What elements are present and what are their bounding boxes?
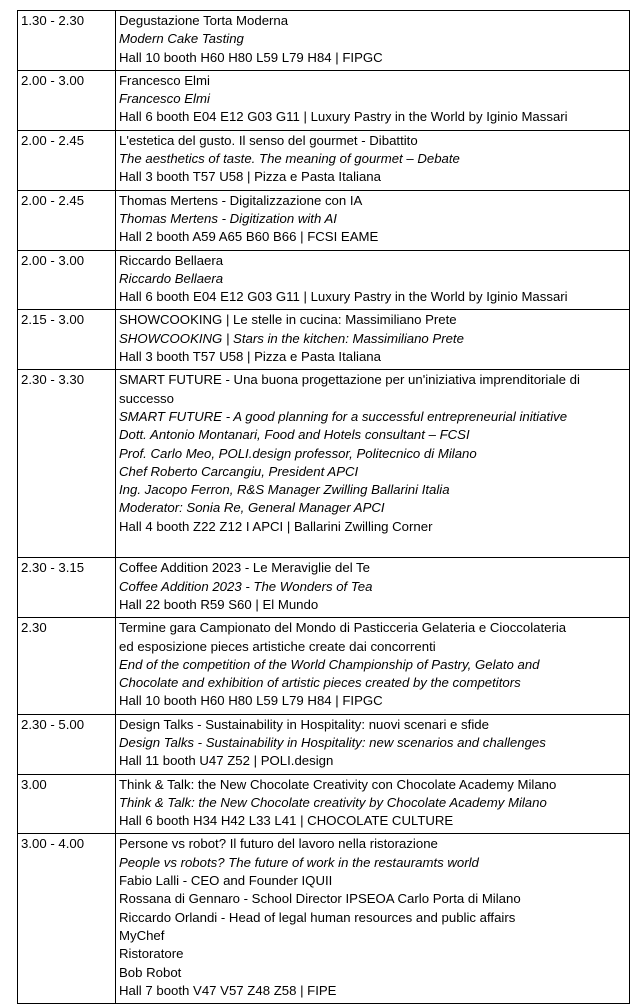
time-slot: 2.00 - 2.45 [18, 130, 116, 190]
schedule-row [18, 370, 630, 558]
schedule-body [18, 11, 630, 1004]
time-slot: 2.30 [18, 618, 116, 714]
event-details [116, 834, 630, 1004]
time-slot: 1.30 - 2.30 [18, 11, 116, 71]
event-line-english: Dott. Antonio Montanari, Food and Hotels consultant – FCSI [119, 427, 470, 443]
event-line-english: The aesthetics of taste. The meaning of gourmet – Debate [119, 151, 460, 167]
event-details [116, 11, 630, 71]
event-line: Thomas Mertens - Digitalizzazione con IA [119, 192, 363, 208]
event-line: Hall 3 booth T57 U58 | Pizza e Pasta Italiana [119, 169, 381, 185]
event-line: Design Talks - Sustainability in Hospitality: nuovi scenari e sfide [119, 716, 489, 732]
event-details [116, 130, 630, 190]
time-slot: 2.30 - 5.00 [18, 714, 116, 774]
schedule-row [18, 190, 630, 250]
event-line-english: Ing. Jacopo Ferron, R&S Manager Zwilling Ballarini Italia [119, 482, 450, 498]
event-line: Hall 6 booth E04 E12 G03 G11 | Luxury Pastry in the World by Iginio Massari [119, 109, 568, 125]
event-details [116, 774, 630, 834]
event-line: Hall 2 booth A59 A65 B60 B66 | FCSI EAME [119, 229, 379, 245]
event-line-english: Thomas Mertens - Digitization with AI [119, 210, 337, 226]
event-line: SHOWCOOKING | Le stelle in cucina: Massimiliano Prete [119, 312, 457, 328]
event-details [116, 250, 630, 310]
event-line-english: Design Talks - Sustainability in Hospitality: new scenarios and challenges [119, 734, 546, 750]
event-details [116, 70, 630, 130]
event-line: Francesco Elmi [119, 72, 210, 88]
time-slot: 2.00 - 3.00 [18, 250, 116, 310]
schedule-row [18, 834, 630, 1004]
event-line-english: Moderator: Sonia Re, General Manager APCI [119, 500, 385, 516]
schedule-row [18, 250, 630, 310]
event-line: Hall 10 booth H60 H80 L59 L79 H84 | FIPGC [119, 49, 383, 65]
event-details [116, 618, 630, 714]
event-line-english: People vs robots? The future of work in the restauramts world [119, 854, 479, 870]
time-slot: 3.00 [18, 774, 116, 834]
event-line-english: Francesco Elmi [119, 91, 210, 107]
event-line [119, 536, 626, 554]
event-line: Hall 6 booth E04 E12 G03 G11 | Luxury Pastry in the World by Iginio Massari [119, 289, 568, 305]
event-line-english: Chef Roberto Carcangiu, President APCI [119, 463, 359, 479]
event-details [116, 190, 630, 250]
event-line: Hall 7 booth V47 V57 Z48 Z58 | FIPE [119, 982, 337, 998]
event-line: MyChef [119, 927, 165, 943]
schedule-row [18, 310, 630, 370]
event-line: Degustazione Torta Moderna [119, 13, 289, 28]
event-line: Hall 3 booth T57 U58 | Pizza e Pasta Italiana [119, 349, 381, 365]
event-line: Persone vs robot? Il futuro del lavoro nella ristorazione [119, 836, 438, 852]
event-line-english: SHOWCOOKING | Stars in the kitchen: Massimiliano Prete [119, 330, 464, 346]
event-line: Think & Talk: the New Chocolate Creativity con Chocolate Academy Milano [119, 776, 557, 792]
event-line: successo [119, 390, 174, 406]
event-line-english: Riccardo Bellaera [119, 270, 224, 286]
time-slot: 2.15 - 3.00 [18, 310, 116, 370]
event-details [116, 370, 630, 558]
event-details [116, 714, 630, 774]
schedule-row [18, 70, 630, 130]
schedule-table [17, 10, 630, 1004]
event-line: Hall 10 booth H60 H80 L59 L79 H84 | FIPGC [119, 693, 383, 709]
event-line-english: Think & Talk: the New Chocolate creativity by Chocolate Academy Milano [119, 794, 547, 810]
event-line: Coffee Addition 2023 - Le Meraviglie del Te [119, 560, 370, 576]
schedule-row [18, 714, 630, 774]
event-line-english: End of the competition of the World Championship of Pastry, Gelato and [119, 656, 540, 672]
schedule-row [18, 11, 630, 71]
event-line-english: Modern Cake Tasting [119, 31, 244, 47]
event-line: Hall 22 booth R59 S60 | El Mundo [119, 596, 319, 612]
event-line: L'estetica del gusto. Il senso del gourmet - Dibattito [119, 132, 418, 148]
event-details [116, 310, 630, 370]
schedule-row [18, 774, 630, 834]
time-slot: 3.00 - 4.00 [18, 834, 116, 1004]
event-details [116, 558, 630, 618]
event-line: Termine gara Campionato del Mondo di Pasticceria Gelateria e Cioccolateria [119, 620, 567, 636]
event-line: Hall 11 booth U47 Z52 | POLI.design [119, 753, 334, 769]
event-line: Hall 6 booth H34 H42 L33 L41 | CHOCOLATE CULTURE [119, 813, 454, 829]
time-slot: 2.30 - 3.30 [18, 370, 116, 558]
event-line: Riccardo Bellaera [119, 252, 224, 268]
event-line: Fabio Lalli - CEO and Founder IQUII [119, 873, 333, 889]
event-line: Hall 4 booth Z22 Z12 I APCI | Ballarini Zwilling Corner [119, 518, 433, 534]
event-line: SMART FUTURE - Una buona progettazione per un'iniziativa imprenditoriale di [119, 372, 580, 388]
event-line: Riccardo Orlandi - Head of legal human resources and public affairs [119, 909, 516, 925]
event-line-english: Prof. Carlo Meo, POLI.design professor, Politecnico di Milano [119, 445, 477, 461]
schedule-row [18, 618, 630, 714]
event-line-english: SMART FUTURE - A good planning for a successful entrepreneurial initiative [119, 408, 568, 424]
schedule-row [18, 130, 630, 190]
time-slot: 2.00 - 2.45 [18, 190, 116, 250]
schedule-row [18, 558, 630, 618]
event-line: Rossana di Gennaro - School Director IPSEOA Carlo Porta di Milano [119, 891, 521, 907]
event-line-english: Coffee Addition 2023 - The Wonders of Tea [119, 578, 373, 594]
event-line: Bob Robot [119, 964, 182, 980]
time-slot: 2.00 - 3.00 [18, 70, 116, 130]
event-line-english: Chocolate and exhibition of artistic pieces created by the competitors [119, 675, 521, 691]
event-line: Ristoratore [119, 946, 184, 962]
time-slot: 2.30 - 3.15 [18, 558, 116, 618]
event-line: ed esposizione pieces artistiche create dai concorrenti [119, 638, 436, 654]
